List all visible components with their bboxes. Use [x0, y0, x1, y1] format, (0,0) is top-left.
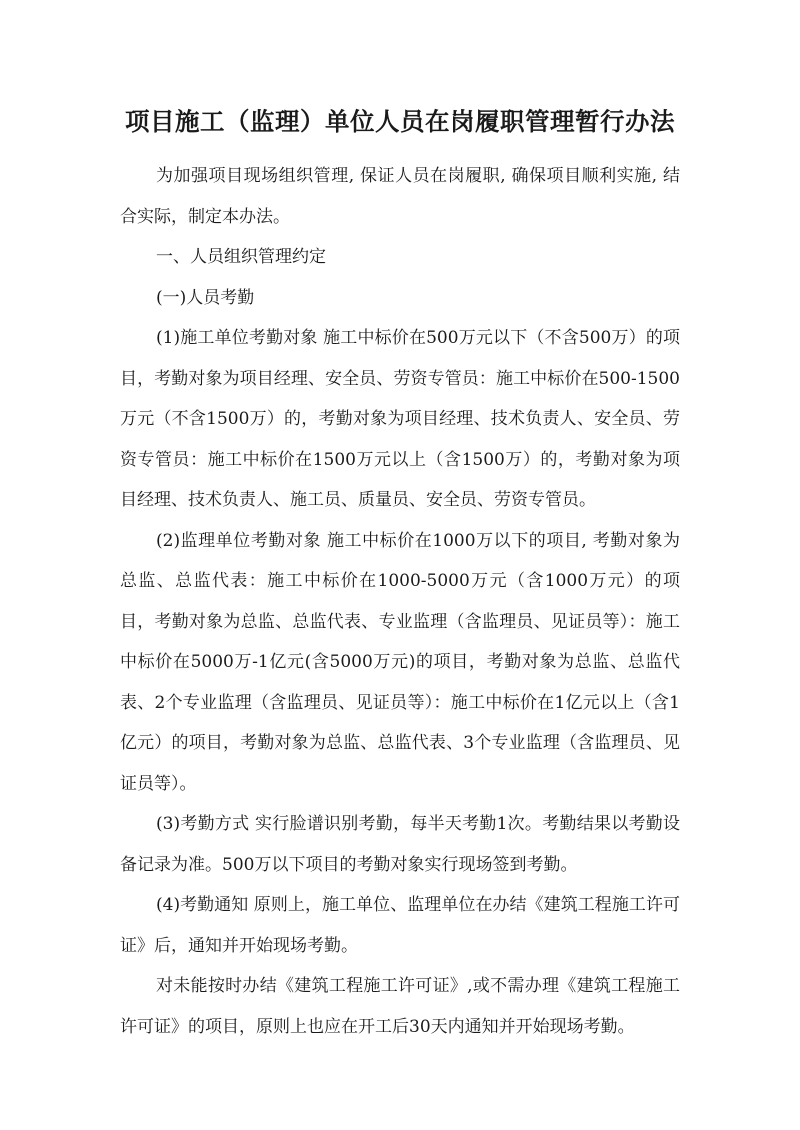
intro-paragraph: 为加强项目现场组织管理, 保证人员在岗履职, 确保项目顺利实施, 结合实际，制定本办法。	[120, 166, 680, 227]
section-heading-personnel: 一、人员组织管理约定	[156, 247, 326, 267]
paragraph-attendance-notice: (4)考勤通知 原则上，施工单位、监理单位在办结《建筑工程施工许可证》后，通知并开始现场考勤。	[120, 895, 680, 956]
document-body	[120, 156, 680, 1047]
paragraph-attendance-method: (3)考勤方式 实行脸谱识别考勤，每半天考勤1次。考勤结果以考勤设备记录为准。500万以下项目的考勤对象实行现场签到考勤。	[120, 814, 680, 875]
document-title: 项目施工（监理）单位人员在岗履职管理暂行办法	[125, 107, 675, 136]
paragraph-late-permit: 对未能按时办结《建筑工程施工许可证》,或不需办理《建筑工程施工许可证》的项目，原则上也应在开工后30天内通知并开始现场考勤。	[120, 976, 680, 1037]
paragraph-supervision-attendance: (2)监理单位考勤对象 施工中标价在1000万以下的项目, 考勤对象为总监、总监代表：施工中标价在1000-5000万元（含1000万元）的项目，考勤对象为总监、总监代表、专业监理（含监理员、见证员等）：施工中标价在5000万-1亿元(含5000万元)的项目，考勤对象为总监、总监代表、2个专业监理（含监理员、见证员等）：施工中标价在1亿元以上（含1亿元）的项目，考勤对象为总监、总监代表、3个专业监理（含监理员、见证员等）。	[120, 530, 680, 794]
paragraph-construction-attendance: (1)施工单位考勤对象 施工中标价在500万元以下（不含500万）的项目，考勤对象为项目经理、安全员、劳资专管员：施工中标价在500-1500万元（不含1500万）的，考勤对象为项目经理、技术负责人、安全员、劳资专管员：施工中标价在1500万元以上（含1500万）的，考勤对象为项目经理、技术负责人、施工员、质量员、安全员、劳资专管员。	[120, 328, 680, 510]
subsection-heading-attendance: (一)人员考勤	[156, 287, 255, 308]
